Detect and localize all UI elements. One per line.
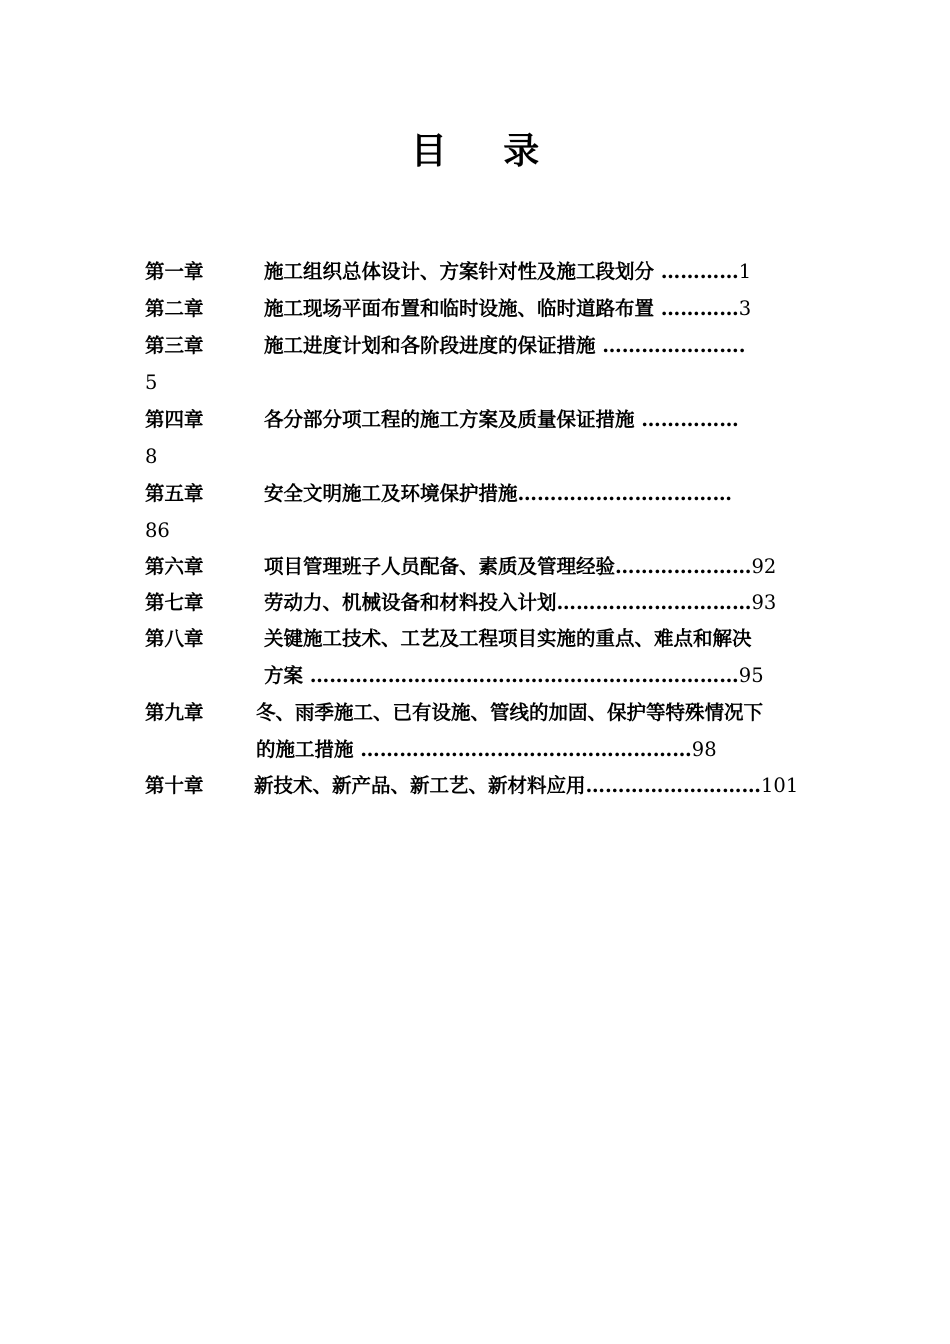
toc-entry-text: 施工组织总体设计、方案针对性及施工段划分 ………… — [264, 260, 739, 283]
toc-entry-8[interactable]: 关键施工技术、工艺及工程项目实施的重点、难点和解决 — [264, 627, 752, 650]
toc-entry-text: 施工现场平面布置和临时设施、临时道路布置 ………… — [264, 297, 739, 320]
toc-entry-7[interactable] — [264, 589, 776, 617]
toc-page-number: 98 — [691, 738, 717, 761]
toc-chapter-6: 第六章 — [145, 555, 204, 578]
toc-page-number: 86 — [145, 519, 170, 542]
toc-page-number: 93 — [751, 591, 777, 614]
toc-chapter-2: 第二章 — [145, 297, 204, 320]
toc-chapter-3: 第三章 — [145, 334, 204, 357]
toc-page-number: 3 — [738, 297, 752, 320]
toc-entry-9[interactable]: 冬、雨季施工、已有设施、管线的加固、保护等特殊情况下 — [256, 701, 764, 724]
toc-entry-text: 劳动力、机械设备和材料投入计划………………………… — [264, 591, 752, 614]
toc-chapter-7: 第七章 — [145, 591, 204, 614]
toc-chapter-10: 第十章 — [145, 774, 204, 797]
toc-entry-5[interactable]: 安全文明施工及环境保护措施…………………………… — [264, 482, 733, 505]
toc-chapter-5: 第五章 — [145, 482, 204, 505]
toc-page-number: 8 — [145, 445, 158, 468]
toc-page-number: 95 — [738, 664, 764, 687]
toc-page-number: 92 — [751, 555, 777, 578]
page-title: 目 录 — [410, 130, 562, 172]
toc-chapter-8: 第八章 — [145, 627, 204, 650]
toc-entry-text: 方案 ………………………………………………………… — [264, 664, 739, 687]
toc-page-number: 1 — [738, 260, 752, 283]
toc-entry-4[interactable]: 各分部分项工程的施工方案及质量保证措施 …………… — [264, 408, 739, 431]
toc-entry-text: 项目管理班子人员配备、素质及管理经验………………… — [264, 555, 752, 578]
toc-page-number: 101 — [761, 774, 799, 797]
toc-entry-3[interactable]: 施工进度计划和各阶段进度的保证措施 …………………. — [264, 334, 746, 357]
toc-entry-8-continued[interactable] — [264, 662, 764, 690]
toc-entry-1[interactable] — [264, 258, 751, 286]
toc-chapter-1: 第一章 — [145, 260, 204, 283]
toc-entry-text: 的施工措施 …………………………………………… — [256, 738, 692, 761]
toc-entry-10[interactable] — [254, 772, 798, 800]
toc-chapter-4: 第四章 — [145, 408, 204, 431]
toc-chapter-9: 第九章 — [145, 701, 204, 724]
toc-entry-6[interactable] — [264, 553, 776, 581]
toc-entry-2[interactable] — [264, 295, 751, 323]
toc-entry-text: 新技术、新产品、新工艺、新材料应用……………………… — [254, 774, 762, 797]
toc-page-number: 5 — [145, 371, 158, 394]
toc-entry-9-continued[interactable] — [256, 736, 717, 764]
